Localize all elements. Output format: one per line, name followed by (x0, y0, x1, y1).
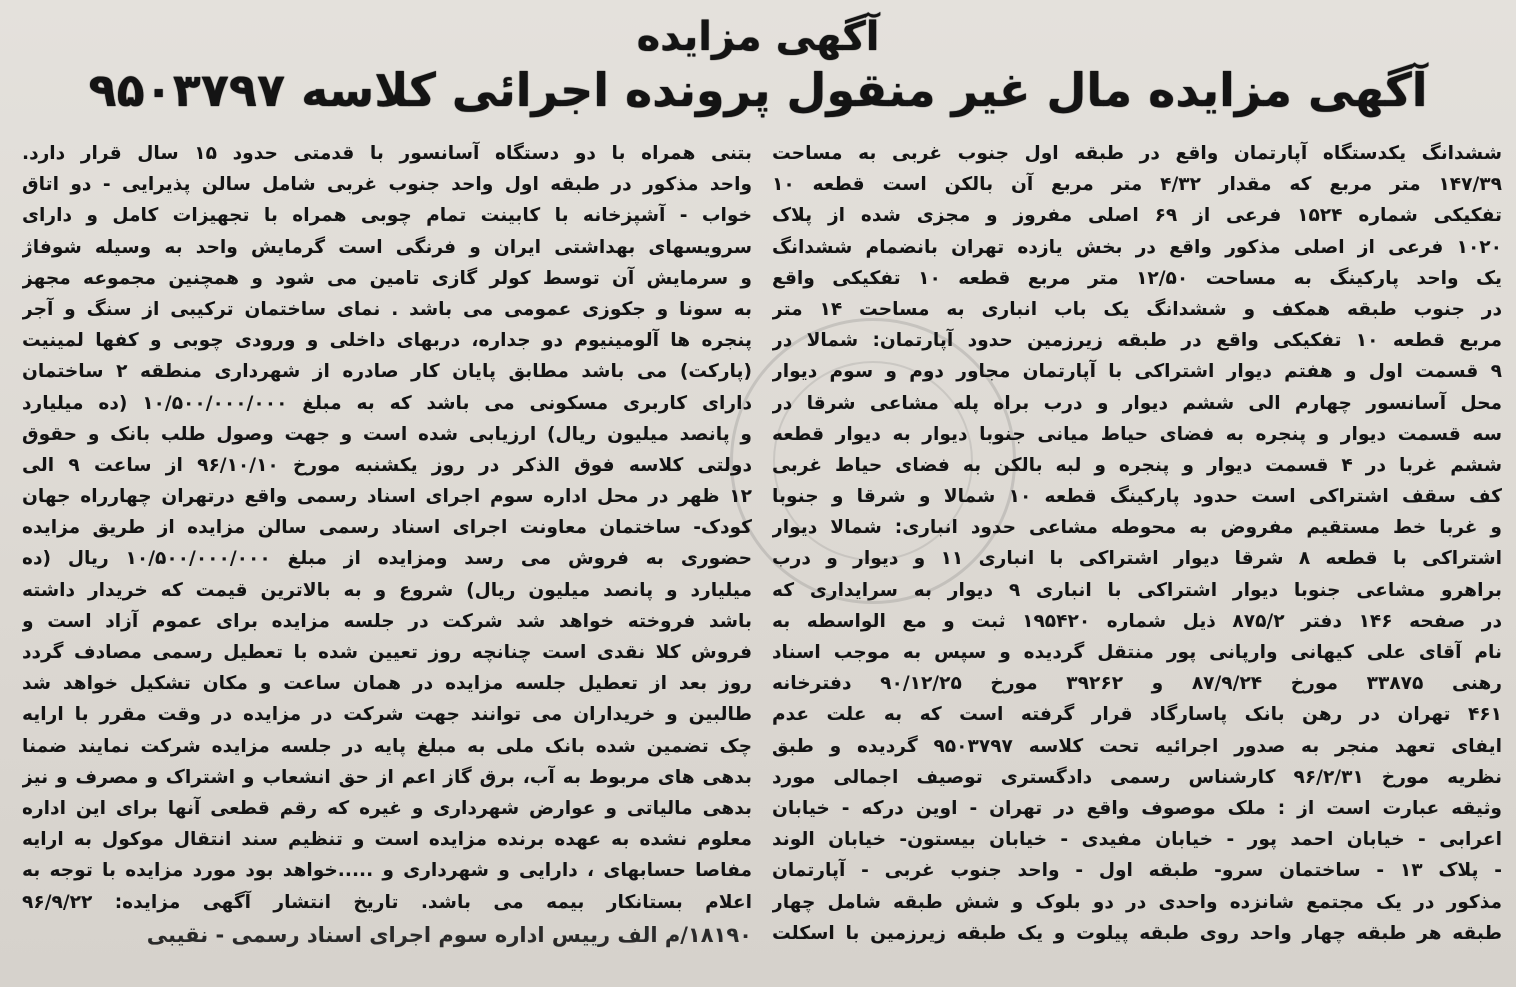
text-line: کف سقف اشتراکی است حدود پارکینگ قطعه ۱۰ شمالا و شرقا و جنوبا (772, 486, 1502, 508)
text-line: - پلاک ۱۳ - ساختمان سرو- طبقه اول - واحد جنوب غربی - آپارتمان (772, 860, 1502, 882)
text-line: مفاصا حسابهای ، دارایی و شهرداری و .....خواهد بود مورد مزایده با توجه به (22, 860, 752, 882)
text-line: به سونا و جکوزی عمومی می باشد . نمای ساختمان ترکیبی از سنگ و آجر (22, 298, 752, 320)
text-line: پنجره ها آلومینیوم دو جداره، دربهای داخلی و ورودی چوبی و کفها لمینیت (22, 330, 752, 352)
text-line: مذکور در یک مجتمع شانزده واحدی در دو بلوک و شش طبقه شامل چهار (772, 891, 1502, 913)
notice-subtitle: آگهی مزایده مال غیر منقول پرونده اجرائی کلاسه ۹۵۰۳۷۹۷ (88, 63, 1428, 117)
notice-title: آگهی مزایده (636, 14, 880, 60)
text-line: بدهی های مربوط به آب، برق گاز اعم از حق انشعاب و اشتراک و مصرف و نیز (22, 766, 752, 788)
text-line: فروش کلا نقدی است چنانچه روز تعیین شده با تعطیل رسمی مصادف گردد (22, 642, 752, 663)
text-line: محل آسانسور چهارم الی ششم دیوار و درب براه پله مشاعی شرقا در (772, 392, 1502, 414)
text-line: و سرمایش آن توسط کولر گازی تامین می شود و همچنین مجموعه مجهز (22, 267, 752, 289)
text-line: ششم غربا در ۴ قسمت دیوار و پنجره و لبه بالکن به فضای حیاط غربی (772, 454, 1502, 476)
text-line: میلیارد و پانصد میلیون ریال) شروع و به بالاترین قیمت که خریدار داشته (22, 579, 752, 601)
text-line: نام آقای علی کیهانی وارپانی پور منتقل گردیده و سپس به موجب اسناد (772, 642, 1502, 663)
text-line: اعلام بستانکار بیمه می باشد. تاریخ انتشار آگهی مزایده: ۹۶/۹/۲۲ (22, 891, 752, 913)
text-line: و پانصد میلیون ریال) ارزیابی شده است و جهت وصول طلب بانک و حقوق (22, 423, 752, 445)
text-line: معلوم نشده به عهده برنده مزایده است و تنظیم سند انتقال موکول به ارایه (22, 829, 752, 851)
text-line: دولتی کلاسه فوق الذکر در روز یکشنبه مورخ ۹۶/۱۰/۱۰ از ساعت ۹ الی (22, 454, 752, 476)
text-line: بتنی همراه با دو دستگاه آسانسور با قدمتی حدود ۱۵ سال قرار دارد. (22, 143, 752, 164)
text-line: ششدانگ یکدستگاه آپارتمان واقع در طبقه اول جنوب غربی به مساحت (772, 143, 1502, 164)
text-line: ۹ قسمت اول و هفتم دیوار اشتراکی با آپارتمان مجاور دوم و سوم دیوار (772, 361, 1502, 383)
text-line: (پارکت) می باشد مطابق پایان کار صادره از شهرداری منطقه ۲ ساختمان (22, 361, 752, 383)
text-line: ۴۶۱ تهران در رهن بانک پاسارگاد قرار گرفته است که به علت عدم (772, 704, 1502, 726)
text-line: دارای کاربری مسکونی می باشد که به مبلغ ۱۰/۵۰۰/۰۰۰/۰۰۰ (ده میلیارد (22, 392, 752, 414)
text-line: بدهی مالیاتی و عوارض شهرداری و غیره که رقم قطعی آنها برای این اداره (22, 797, 752, 819)
text-line: حضوری به فروش می رسد ومزایده از مبلغ ۱۰/۵۰۰/۰۰۰/۰۰۰ ریال (ده (22, 548, 752, 570)
text-line: خواب - آشپزخانه با کابینت تمام چوبی همراه با تجهیزات کامل و دارای (22, 205, 752, 227)
text-line: یک واحد پارکینگ به مساحت ۱۲/۵۰ متر مربع قطعه ۱۰ تفکیکی واقع (772, 267, 1502, 289)
text-line: چک تضمین شده بانک ملی به مبلغ پایه در جلسه مزایده شرکت نمایند ضمنا (22, 735, 752, 757)
text-line: تفکیکی شماره ۱۵۲۴ فرعی از ۶۹ اصلی مفروز و مجزی شده از پلاک (772, 205, 1502, 227)
text-line: باشد فروخته خواهد شد شرکت در جلسه مزایده برای عموم آزاد است و (22, 610, 752, 632)
text-line: رهنی ۳۳۸۷۵ مورخ ۸۷/۹/۲۴ و ۳۹۲۶۲ مورخ ۹۰/۱۲/۲۵ دفترخانه (772, 673, 1502, 695)
text-line: اشتراکی با قطعه ۸ شرقا دیوار اشتراکی با انباری ۱۱ و دیوار و درب (772, 548, 1502, 570)
text-line: مربع قطعه ۱۰ تفکیکی واقع در طبقه زیرزمین حدود آپارتمان: شمالا در (772, 330, 1502, 352)
text-line: طبقه هر طبقه چهار واحد روی طبقه پیلوت و یک طبقه زیرزمین با اسکلت (772, 922, 1502, 944)
text-line: در صفحه ۱۴۶ دفتر ۸۷۵/۲ ذیل شماره ۱۹۵۴۲۰ ثبت و مع الواسطه به (772, 610, 1502, 632)
right-column (772, 138, 1502, 949)
text-line: اعرابی - خیابان احمد پور - خیابان مفیدی - خیابان بیستون- خیابان الوند (772, 829, 1502, 851)
text-line: کودک- ساختمان معاونت اجرای اسناد رسمی سالن مزایده از طریق مزایده (22, 517, 752, 539)
text-line: ۱۴۷/۳۹ متر مربع که مقدار ۴/۳۲ متر مربع آن بالکن است قطعه ۱۰ (772, 174, 1502, 196)
text-line: براهرو مشاعی جنوبا دیوار اشتراکی با انباری ۹ دیوار به سرایداری که (772, 579, 1502, 601)
text-line: روز بعد از تعطیل جلسه مزایده در همان ساعت و مکان تشکیل خواهد شد (22, 673, 752, 695)
text-line: سه قسمت دیوار و پنجره به فضای حیاط میانی جنوبا دیوار به دیوار قطعه (772, 423, 1502, 445)
text-line: در جنوب طبقه همکف و ششدانگ یک باب انباری به مساحت ۱۴ متر (772, 298, 1502, 320)
text-line: نظریه مورخ ۹۶/۲/۳۱ کارشناس رسمی دادگستری توصیف اجمالی مورد (772, 766, 1502, 788)
text-line: طالبین و خریداران می توانند جهت شرکت در مزایده در وقت مقرر با ارایه (22, 704, 752, 726)
text-line: واحد مذکور در طبقه اول واحد جنوب غربی شامل سالن پذیرایی - دو اتاق (22, 174, 752, 196)
text-line: وثیقه عبارت است از : ملک موصوف واقع در تهران - اوین درکه - خیابان (772, 797, 1502, 819)
text-line: ۱۲ ظهر در محل اداره سوم اجرای اسناد رسمی واقع درتهران چهارراه جهان (22, 486, 752, 508)
text-line: ایفای تعهد منجر به صدور اجرائیه تحت کلاسه ۹۵۰۳۷۹۷ گردیده و طبق (772, 735, 1502, 757)
left-column (22, 138, 752, 954)
text-line: سرویسهای بهداشتی ایران و فرنگی است گرمایش واحد به وسیله شوفاژ (22, 236, 752, 258)
signature-line: ۱۸۱۹۰/م الف رییس اداره سوم اجرای اسناد رسمی - نقیبی (146, 922, 752, 947)
text-line: و غربا خط مستقیم مفروض به محوطه مشاعی حدود انباری: شمالا دیوار (772, 517, 1502, 539)
text-line: ۱۰۲۰ فرعی از اصلی مذکور واقع در بخش یازده تهران بانضمام ششدانگ (772, 236, 1502, 258)
